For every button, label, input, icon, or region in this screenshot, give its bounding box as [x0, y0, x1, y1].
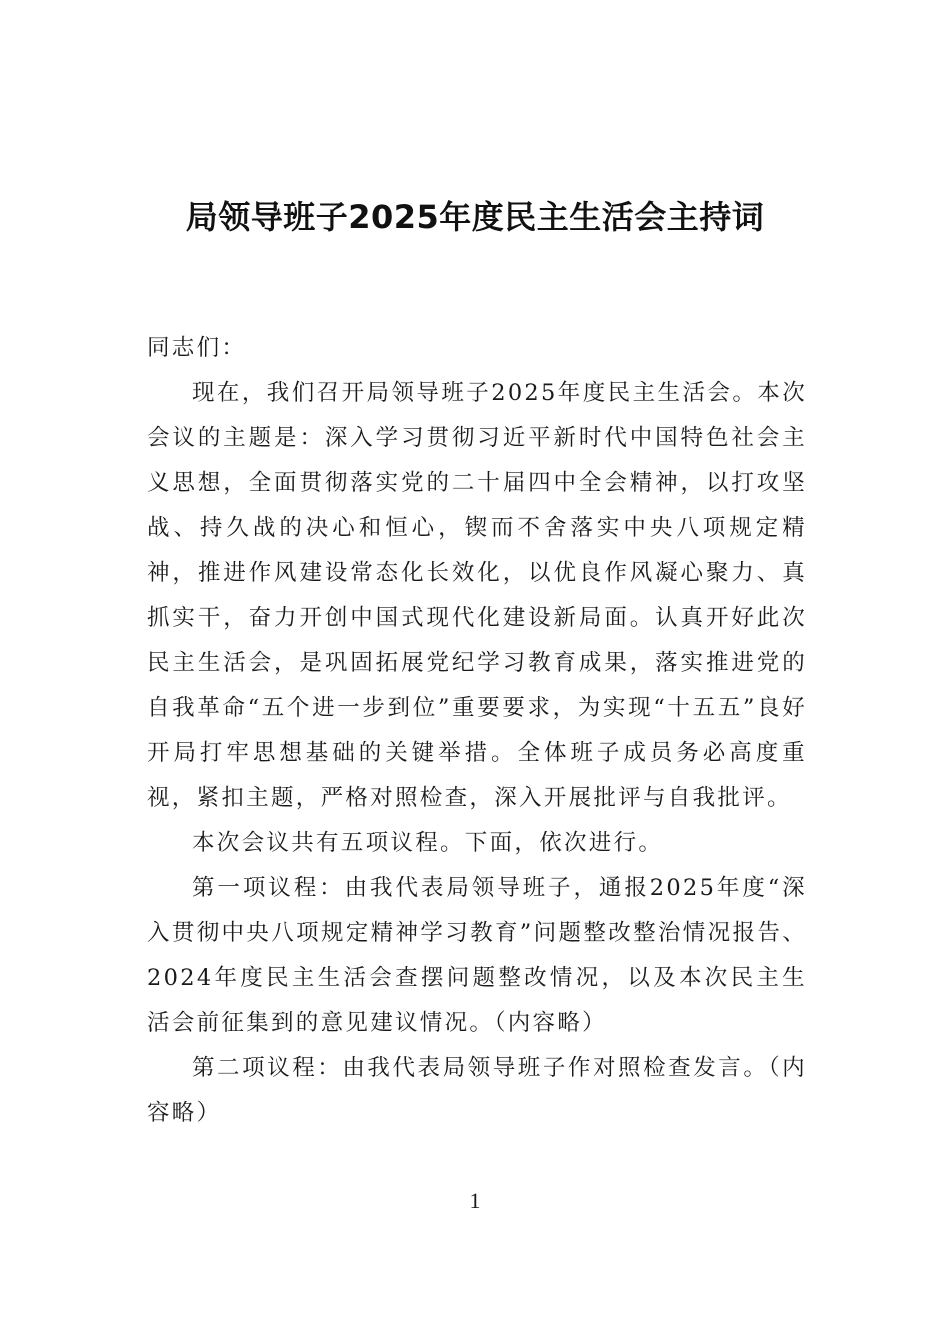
- document-title: 局领导班子2025年度民主生活会主持词: [185, 198, 765, 236]
- page-number: 1: [469, 1188, 481, 1213]
- paragraph-agenda-intro: 本次会议共有五项议程。下面，依次进行。: [192, 830, 664, 856]
- salutation: 同志们：: [147, 335, 247, 361]
- paragraph-agenda-item-2: 第二项议程：由我代表局领导班子作对照检查发言。（内容略）: [147, 1055, 807, 1126]
- document-body: [147, 326, 807, 1136]
- paragraph-opening: 现在，我们召开局领导班子2025年度民主生活会。本次会议的主题是：深入学习贯彻习近平新时代中国特色社会主义思想，全面贯彻落实党的二十届四中全会精神，以打攻坚战、持久战的决心和恒心，锲而不舍落实中央八项规定精神，推进作风建设常态化长效化，以优良作风凝心聚力、真抓实干，奋力开创中国式现代化建设新局面。认真开好此次民主生活会，是巩固拓展党纪学习教育成果，落实推进党的自我革命“五个进一步到位”重要要求，为实现“十五五”良好开局打牢思想基础的关键举措。全体班子成员务必高度重视，紧扣主题，严格对照检查，深入开展批评与自我批评。: [147, 380, 807, 811]
- paragraph-agenda-item-1: 第一项议程：由我代表局领导班子，通报2025年度“深入贯彻中央八项规定精神学习教育”问题整改整治情况报告、2024年度民主生活会查摆问题整改情况，以及本次民主生活会前征集到的意见建议情况。（内容略）: [147, 875, 807, 1036]
